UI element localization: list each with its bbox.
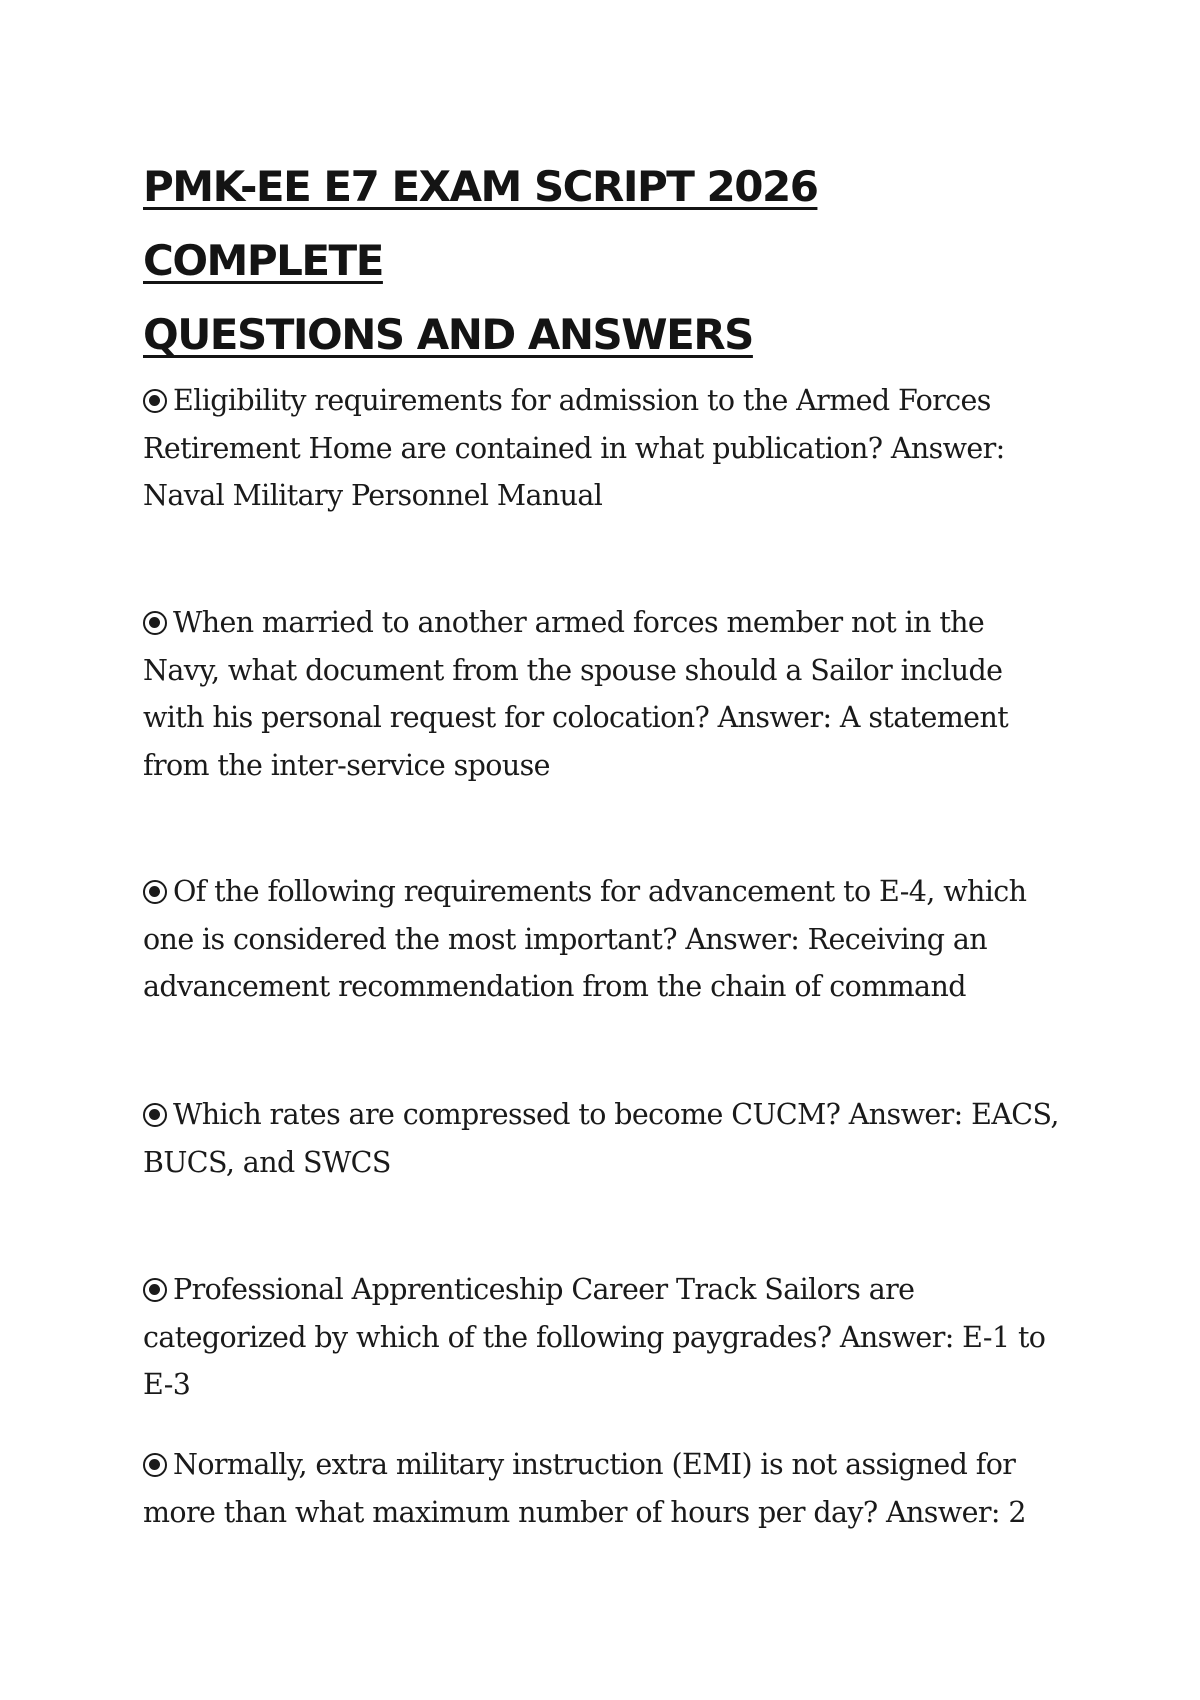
question-text: Which rates are compressed to become CUCM? Answer: EACS, BUCS, and SWCS <box>143 1098 1059 1179</box>
question-text: Eligibility requirements for admission to the Armed Forces Retirement Home are contained in what publication? Answer: Naval Military Personnel Manual <box>143 384 1005 512</box>
radio-bullet-icon <box>143 611 167 635</box>
question-text: Professional Apprenticeship Career Track Sailors are categorized by which of the following paygrades? Answer: E-1 to E-3 <box>143 1273 1046 1401</box>
list-item <box>143 377 1063 520</box>
list-item <box>143 1091 1063 1186</box>
question-text: When married to another armed forces member not in the Navy, what document from the spouse should a Sailor include with his personal request for colocation? Answer: A statement from the inter-service spouse <box>143 606 1009 782</box>
list-item <box>143 868 1063 1011</box>
radio-bullet-icon <box>143 389 167 413</box>
title-line-2: QUESTIONS AND ANSWERS <box>143 310 753 359</box>
radio-bullet-icon <box>143 1453 167 1477</box>
question-text: Of the following requirements for advancement to E-4, which one is considered the most important? Answer: Receiving an advancement recommendation from the chain of command <box>143 875 1027 1003</box>
list-item <box>143 1441 1063 1536</box>
radio-bullet-icon <box>143 1103 167 1127</box>
list-item <box>143 1266 1063 1409</box>
radio-bullet-icon <box>143 880 167 904</box>
radio-bullet-icon <box>143 1278 167 1302</box>
list-item <box>143 599 1063 789</box>
question-text: Normally, extra military instruction (EMI) is not assigned for more than what maximum number of hours per day? Answer: 2 <box>143 1448 1026 1529</box>
page-title <box>143 150 1043 372</box>
title-line-1: PMK-EE E7 EXAM SCRIPT 2026 COMPLETE <box>143 162 818 285</box>
